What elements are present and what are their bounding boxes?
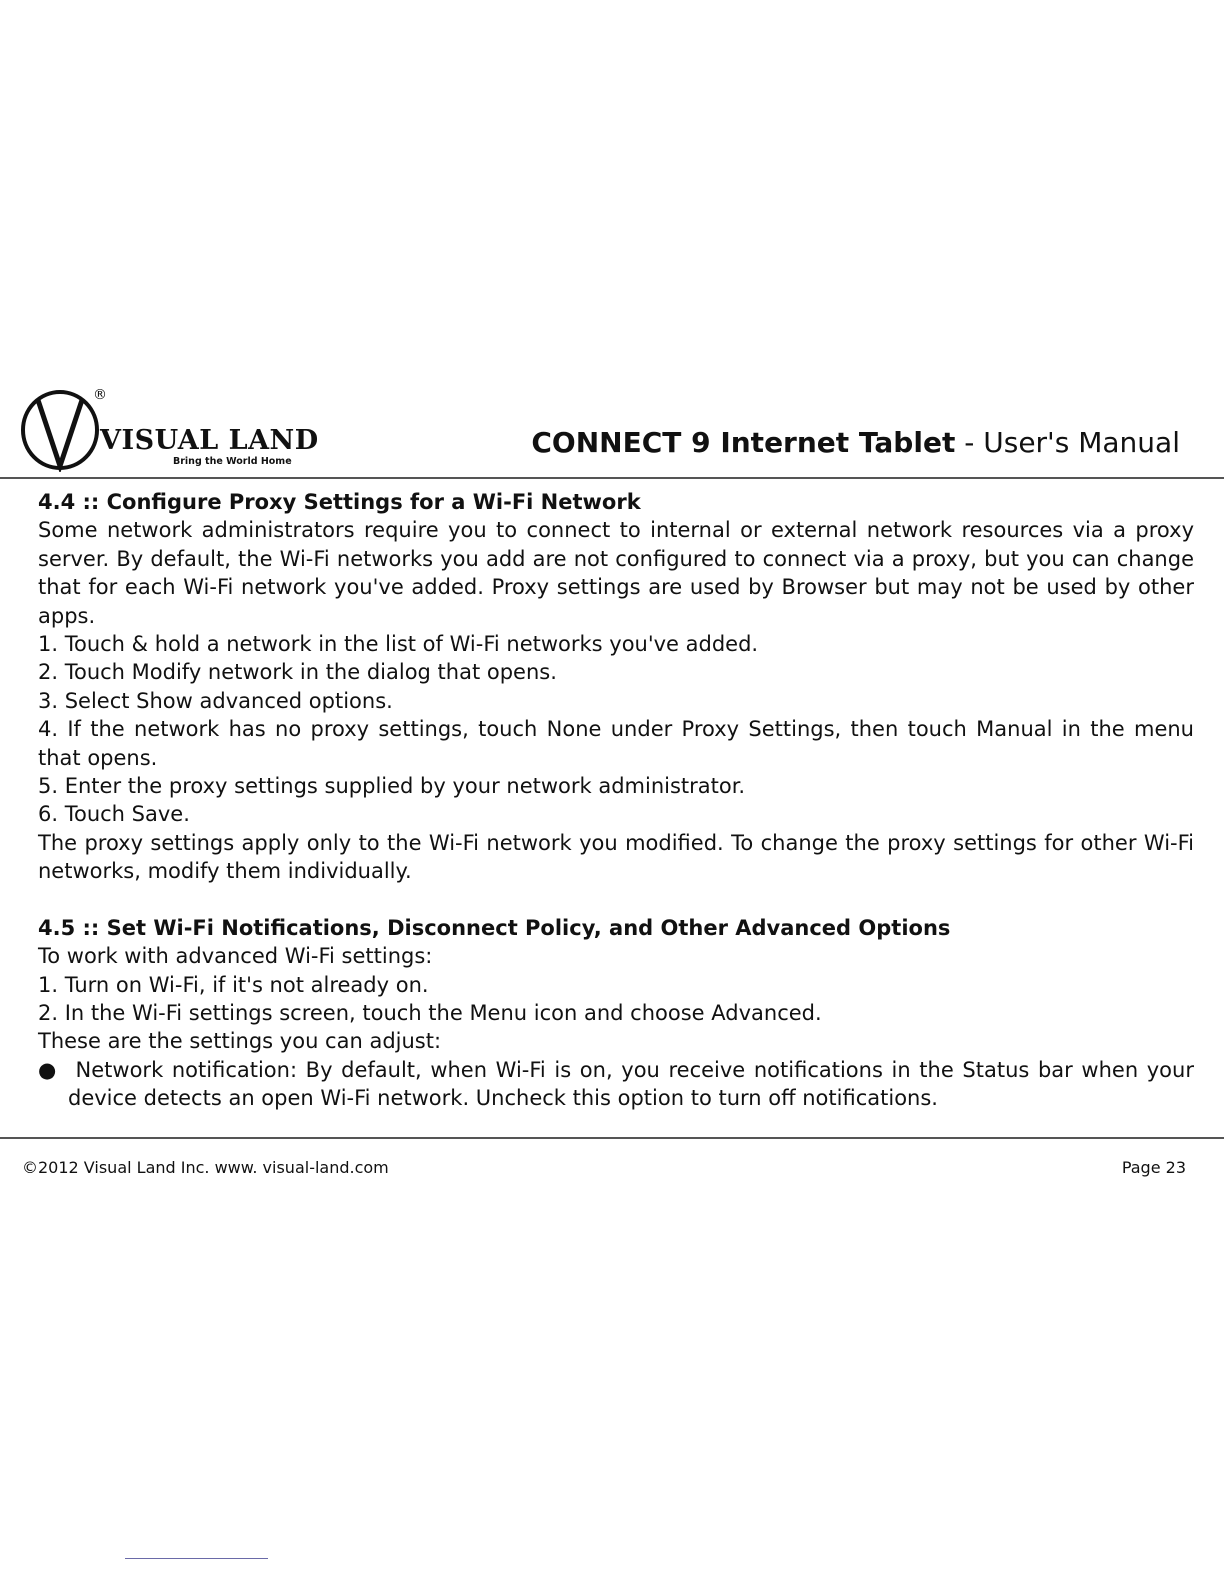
- step-item: 2. Touch Modify network in the dialog that opens.: [38, 660, 557, 685]
- step-item: 5. Enter the proxy settings supplied by your network administrator.: [38, 774, 746, 799]
- product-name: CONNECT 9 Internet Tablet: [531, 426, 956, 459]
- footer-copyright: ©2012 Visual Land Inc. www. visual-land.com: [22, 1158, 389, 1177]
- section-4-5-intro: To work with advanced Wi-Fi settings:: [38, 944, 433, 969]
- document-title: [531, 426, 1180, 459]
- section-4-4-intro: Some network administrators require you to connect to internal or external network resources via a proxy server. By default, the Wi-Fi networks you add are not configured to connect via a proxy, but you can change that for each Wi-Fi network you've added. Proxy settings are used by Browser but may not be used by other apps.: [38, 518, 1194, 628]
- bullet-item: [38, 1056, 1194, 1113]
- registered-mark: ®: [93, 387, 107, 403]
- page-number: Page 23: [1121, 1158, 1186, 1177]
- step-item: 3. Select Show advanced options.: [38, 688, 393, 713]
- section-4-4-outro: The proxy settings apply only to the Wi-Fi network you modified. To change the proxy settings for other Wi-Fi networks, modify them individually.: [38, 830, 1194, 884]
- step-item: 1. Touch & hold a network in the list of Wi-Fi networks you've added.: [38, 632, 759, 657]
- header-divider: [0, 477, 1224, 479]
- step-item: 1. Turn on Wi-Fi, if it's not already on.: [38, 972, 429, 997]
- footer-divider: [0, 1137, 1224, 1139]
- brand-logo: [20, 386, 320, 476]
- step-item: 6. Touch Save.: [38, 802, 190, 827]
- bullet-icon: ●: [38, 1057, 59, 1082]
- section-heading-4-4: 4.4 :: Configure Proxy Settings for a Wi-Fi Network: [38, 490, 641, 514]
- page-header: [0, 386, 1224, 486]
- manual-subtitle: - User's Manual: [964, 426, 1180, 459]
- visual-land-v-logo-icon: [20, 386, 100, 472]
- step-item: 4. If the network has no proxy settings, touch None under Proxy Settings, then touch Manual in the menu that opens.: [38, 717, 1194, 770]
- brand-name: VISUAL LAND: [100, 425, 319, 456]
- section-spacer: [38, 886, 1194, 914]
- page-content: [38, 488, 1194, 1113]
- brand-tagline: Bring the World Home: [173, 456, 292, 467]
- settings-adjust-label: These are the settings you can adjust:: [38, 1029, 442, 1054]
- decorative-line: [125, 1558, 268, 1559]
- bullet-text: Network notification: By default, when Wi-Fi is on, you receive notifications in the Status bar when your device detects an open Wi-Fi network. Uncheck this option to turn off notifications.: [68, 1057, 1194, 1111]
- step-item: 2. In the Wi-Fi settings screen, touch the Menu icon and choose Advanced.: [38, 1000, 822, 1025]
- section-heading-4-5: 4.5 :: Set Wi-Fi Notifications, Disconnect Policy, and Other Advanced Options: [38, 915, 951, 940]
